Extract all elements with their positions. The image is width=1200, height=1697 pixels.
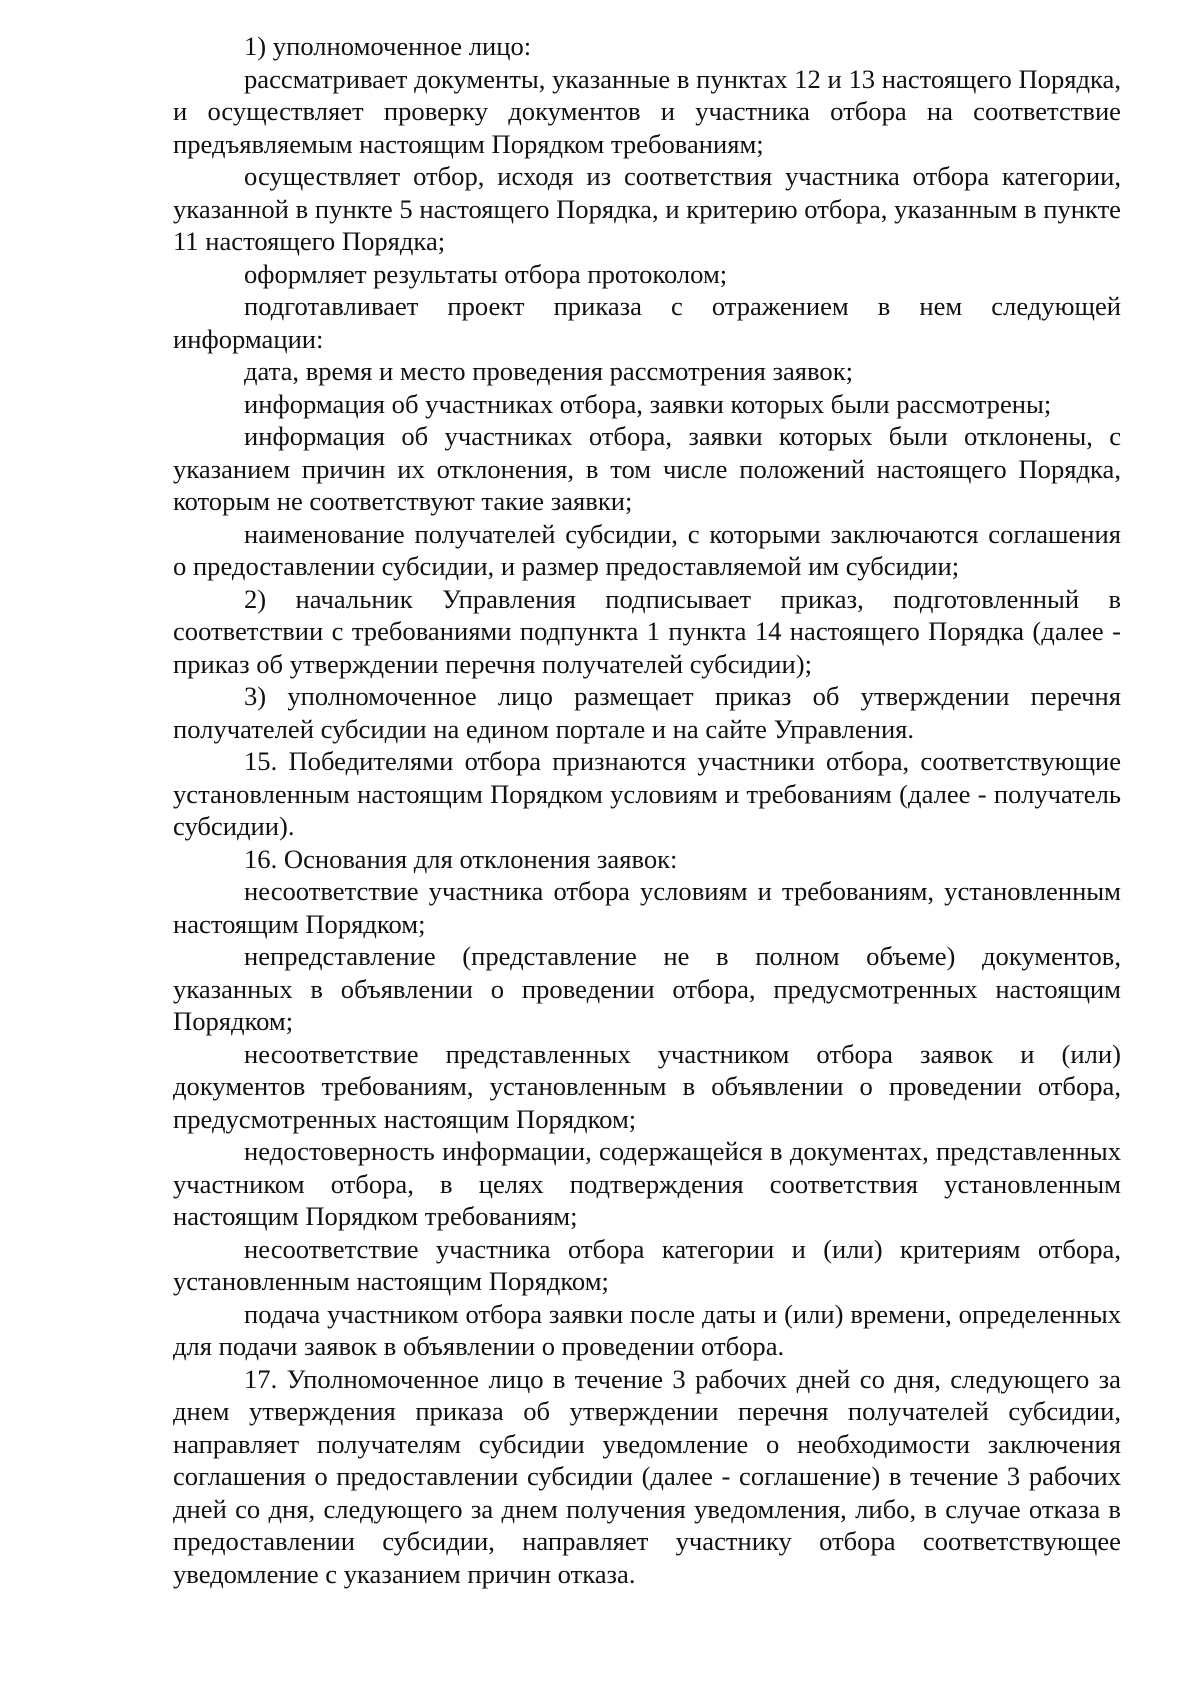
paragraph-prepares-draft-order: подготавливает проект приказа с отражением в нем следующей информации: xyxy=(173,291,1121,354)
paragraph-reviewed-applications: информация об участниках отбора, заявки которых были рассмотрены; xyxy=(244,388,1052,419)
paragraph-late-submission: подача участником отбора заявки после даты и (или) времени, определенных для подачи заявок в объявлении о проведении отбора. xyxy=(173,1298,1121,1361)
paragraph-non-compliance-conditions: несоответствие участника отбора условиям и требованиям, установленным настоящим Порядком; xyxy=(173,876,1121,939)
paragraph-missing-documents: непредставление (представление не в полном объеме) документов, указанных в объявлении о проведении отбора, предусмотренных настоящим Порядком; xyxy=(173,941,1121,1036)
paragraph-rejected-applications: информация об участниках отбора, заявки которых были отклонены, с указанием причин их отклонения, в том числе положений настоящего Порядка, которым не соответствуют такие заявки; xyxy=(173,421,1121,516)
paragraph-performs-selection: осуществляет отбор, исходя из соответствия участника отбора категории, указанной в пункте 5 настоящего Порядка, и критерию отбора, указанным в пункте 11 настоящего Порядка; xyxy=(173,161,1121,256)
paragraph-item-17-notification: 17. Уполномоченное лицо в течение 3 рабочих дней со дня, следующего за днем утверждения приказа об утверждении перечня получателей субсидии, направляет получателям субсидии уведомление о необходимости заключения соглашения о предоставлении субсидии (далее - соглашение) в течение 3 рабочих дней со дня, следующего за днем получения уведомления, либо, в случае отказа в предоставлении субсидии, направляет участнику отбора соответствующее уведомление с указанием причин отказа. xyxy=(173,1363,1121,1589)
paragraph-date-time-place: дата, время и место проведения рассмотрения заявок; xyxy=(244,356,854,386)
paragraph-head-signs-order: 2) начальник Управления подписывает приказ, подготовленный в соответствии с требованиями подпункта 1 пункта 14 настоящего Порядка (далее - приказ об утверждении перечня получателей субсидии); xyxy=(173,583,1121,679)
paragraph-recipients-names: наименование получателей субсидии, с которыми заключаются соглашения о предоставлении субсидии, и размер предоставляемой им субсидии; xyxy=(173,518,1121,581)
paragraph-authorized-person: 1) уполномоченное лицо: xyxy=(244,31,532,61)
document-page xyxy=(173,30,1121,1590)
paragraph-item-15-winners: 15. Победителями отбора признаются участники отбора, соответствующие установленным настоящим Порядком условиям и требованиям (далее - получатель субсидии). xyxy=(173,746,1121,841)
paragraph-non-compliance-category: несоответствие участника отбора категории и (или) критериям отбора, установленным настоящим Порядком; xyxy=(173,1233,1121,1296)
paragraph-records-results: оформляет результаты отбора протоколом; xyxy=(244,258,728,289)
paragraph-publishes-order: 3) уполномоченное лицо размещает приказ об утверждении перечня получателей субсидии на едином портале и на сайте Управления. xyxy=(173,681,1121,744)
paragraph-inaccurate-information: недостоверность информации, содержащейся в документах, представленных участником отбора, в целях подтверждения соответствия установленным настоящим Порядком требованиям; xyxy=(173,1136,1121,1231)
paragraph-item-16-rejection-grounds: 16. Основания для отклонения заявок: xyxy=(244,843,678,874)
paragraph-non-compliance-documents: несоответствие представленных участником отбора заявок и (или) документов требованиям, установленным в объявлении о проведении отбора, предусмотренных настоящим Порядком; xyxy=(173,1038,1121,1134)
paragraph-reviews-documents: рассматривает документы, указанные в пунктах 12 и 13 настоящего Порядка, и осуществляет проверку документов и участника отбора на соответствие предъявляемым настоящим Порядком требованиям; xyxy=(173,63,1121,159)
